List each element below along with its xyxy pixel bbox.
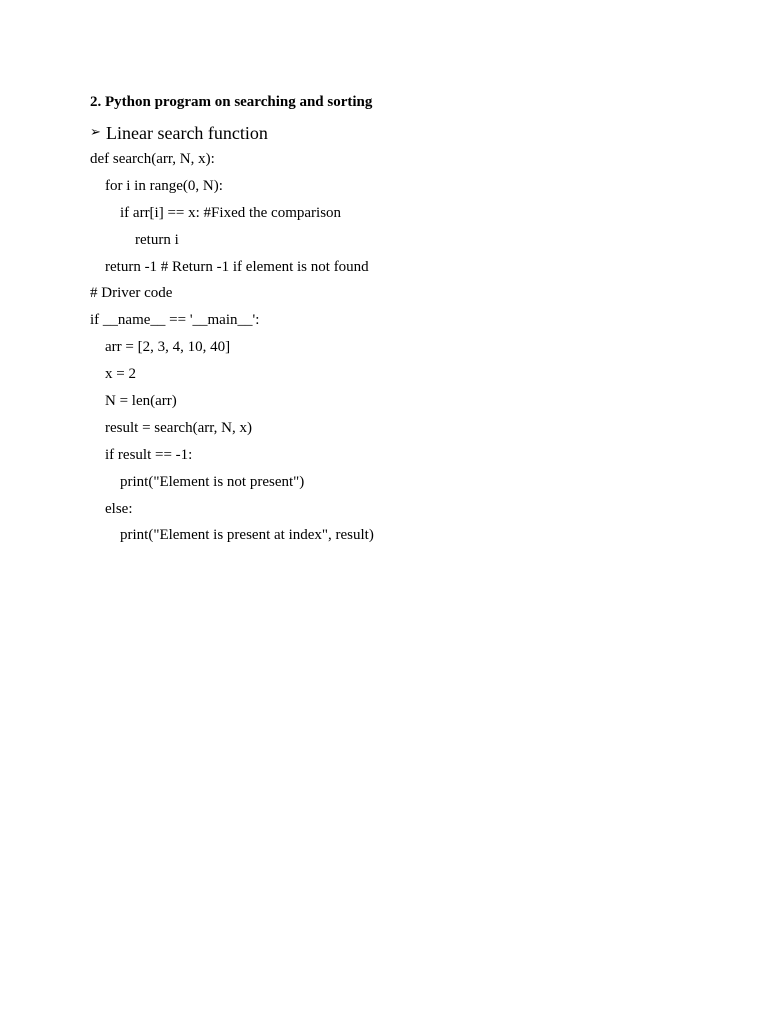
code-line: arr = [2, 3, 4, 10, 40] bbox=[105, 339, 231, 356]
subsection-heading bbox=[90, 121, 710, 145]
code-line: x = 2 bbox=[105, 366, 136, 383]
code-line: def search(arr, N, x): bbox=[90, 151, 215, 167]
code-line: for i in range(0, N): bbox=[105, 177, 223, 194]
code-line: result = search(arr, N, x) bbox=[105, 419, 252, 436]
code-block bbox=[90, 149, 710, 545]
document-page bbox=[90, 92, 710, 552]
code-line: if arr[i] == x: #Fixed the comparison bbox=[120, 204, 342, 221]
code-line: N = len(arr) bbox=[105, 393, 177, 410]
code-line: else: bbox=[105, 500, 133, 517]
code-line: print("Element is not present") bbox=[120, 473, 305, 490]
code-line: if result == -1: bbox=[105, 446, 193, 463]
code-line: print("Element is present at index", result) bbox=[120, 527, 374, 544]
code-line: if __name__ == '__main__': bbox=[90, 312, 260, 329]
code-line: return -1 # Return -1 if element is not found bbox=[105, 258, 369, 275]
subsection-heading-text: Linear search function bbox=[106, 123, 268, 143]
section-heading: 2. Python program on searching and sorting bbox=[90, 94, 373, 110]
arrowhead-bullet-icon: ➢ bbox=[90, 125, 101, 140]
code-line: return i bbox=[135, 231, 179, 248]
code-line: # Driver code bbox=[90, 285, 173, 302]
